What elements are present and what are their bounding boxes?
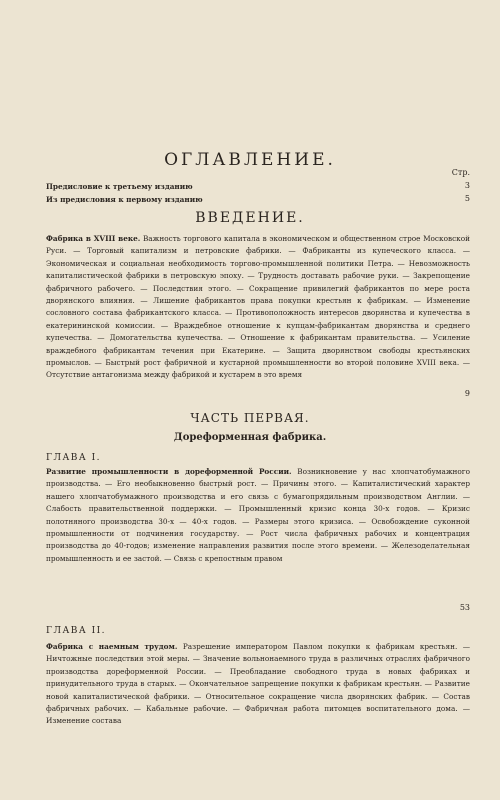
entry-summary: Важность торгового капитала в экономическом и общественном строе Московской Руси. — Торговый капитализм и петровские фабрики. — Фабриканты из купеческого класса. — Экономическая и социальная необходимость торгово-промышленной политики Петра. — Невозможность капиталистической фабрики в петровскую эпоху. — Трудность доставать рабочие руки. — Закрепощение фабричного рабочего. — Последствия этого. — Сокращение привилегий фабрикантов по мере роста дворянского влияния. — Лишение фабрикантов права покупки крестьян к фабрикам. — Изменение сословного состава фабрикантского класса. — Противоположность интересов дворянства и купечества в екатерининской комиссии. — Враждебное отношение к купцам-фабрикантам дворянства и среднего купечества. — Домогательства купечества. — Отношение к фабрикантам правительства. — Усиление враждебного фабрикантам течения при Екатерине. — Защита дворянством свободы крестьянских промыслов. — Быстрый рост фабричной и кустарной промышленности во второй половине XVIII века. — Отсутствие антагонизма между фабрикой и кустарем в это время (46, 234, 470, 380)
entry-page-number: 5 (464, 194, 470, 203)
entry-title: Фабрика с наемным трудом. (46, 642, 178, 651)
entry-page-number: 3 (464, 181, 470, 190)
entry-title: Развитие промышленности в дореформенной России. (46, 467, 292, 476)
entry-title: Предисловие к третьему изданию (46, 182, 193, 191)
toc-entry-preface-first[interactable] (46, 194, 470, 206)
entry-title: Из предисловия к первому изданию (46, 195, 203, 204)
part-subtitle: Дореформенная фабрика. (173, 432, 327, 443)
entry-summary: Возникновение у нас хлопчатобумажного производства. — Его необыкновенно быстрый рост. — Причины этого. — Капиталистический характер нашего хлопчатобумажного производства и его связь с бумагопрядильным производством Англии. — Слабость правительственной поддержки. — Промышленный кризис конца 30-х годов. — Кризис полотняного производства 30-х — 40-х годов. — Размеры этого кризиса. — Освобождение суконной промышленности от подчинения государству. — Рост числа фабричных рабочих и концентрация производства до 40-годов; изменение направления развития после этого времени. — Железоделательная промышленность и ее застой. — Связь с крепостным правом (46, 467, 470, 563)
toc-entry-preface-third[interactable] (46, 181, 470, 193)
toc-entry-chapter-1[interactable] (46, 466, 470, 565)
toc-entry-chapter-2[interactable] (46, 641, 470, 728)
chapter-label: ГЛАВА II. (46, 626, 107, 636)
introduction-heading: ВВЕДЕНИЕ. (195, 210, 305, 226)
entry-page-number: 9 (464, 389, 470, 398)
chapter-label: ГЛАВА I. (46, 453, 101, 463)
page-column-label: Стр. (451, 168, 470, 177)
entry-title: Фабрика в XVIII веке. (46, 234, 141, 243)
toc-title: ОГЛАВЛЕНИЕ. (164, 150, 336, 170)
entry-summary: Разрешение императором Павлом покупки к фабрикам крестьян. — Ничтожные последствия этой меры. — Значение вольнонаемного труда в различных отраслях фабричного производства дореформенной России. — Преобладание свободного труда в новых фабриках и принудительного труда в старых. — Окончательное запрещение покупки к фабрикам крестьян. — Развитие новой капиталистической фабрики. — Относительное сокращение числа дворянских фабрик. — Состав фабричных рабочих. — Кабальные рабочие. — Фабричная работа питомцев воспитательного дома. — Изменение состава (46, 642, 470, 726)
toc-entry-introduction[interactable] (46, 233, 470, 382)
entry-page-number: 53 (459, 603, 470, 612)
part-heading: ЧАСТЬ ПЕРВАЯ. (190, 411, 310, 425)
